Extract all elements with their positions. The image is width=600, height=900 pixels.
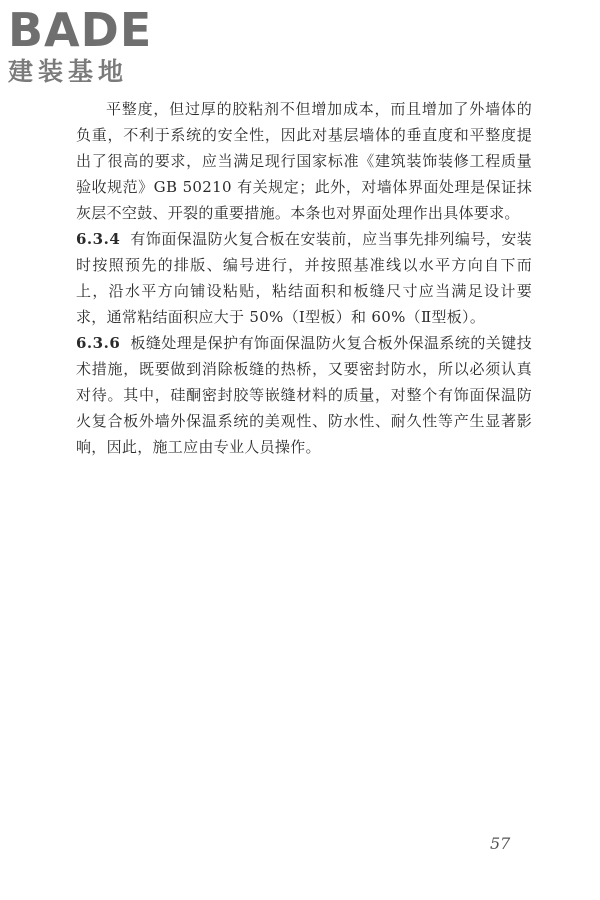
document-body — [76, 96, 532, 460]
bade-logo — [8, 3, 178, 88]
clause-number: 6.3.4 — [76, 230, 121, 248]
logo-subtitle: 建装基地 — [8, 57, 129, 86]
paragraph-continued — [76, 96, 532, 226]
logo-mark: BADE — [8, 3, 153, 57]
paragraph-text: 板缝处理是保护有饰面保温防火复合板外保温系统的关键技术措施，既要做到消除板缝的热桥，又要密封防水，所以必须认真对待。其中，硅酮密封胶等嵌缝材料的质量，对整个有饰面保温防火复合板外墙外保温系统的美观性、防水性、耐久性等产生显著影响，因此，施工应由专业人员操作。 — [76, 334, 532, 456]
clause-6-3-6 — [76, 330, 532, 460]
clause-6-3-4 — [76, 226, 532, 330]
clause-number: 6.3.6 — [76, 334, 121, 352]
paragraph-text: 平整度，但过厚的胶粘剂不但增加成本，而且增加了外墙体的负重，不利于系统的安全性，因此对基层墙体的垂直度和平整度提出了很高的要求，应当满足现行国家标准《建筑装饰装修工程质量验收规范》GB 50210 有关规定；此外，对墙体界面处理是保证抹灰层不空鼓、开裂的重要措施。本条也对界面处理作出具体要求。 — [76, 100, 532, 222]
page-number: 57 — [490, 834, 511, 853]
paragraph-text: 有饰面保温防火复合板在安装前，应当事先排列编号，安装时按照预先的排版、编号进行，并按照基准线以水平方向自下而上，沿水平方向铺设粘贴，粘结面积和板缝尺寸应当满足设计要求，通常粘结面积应大于 50%（Ⅰ型板）和 60%（Ⅱ型板）。 — [76, 230, 532, 326]
